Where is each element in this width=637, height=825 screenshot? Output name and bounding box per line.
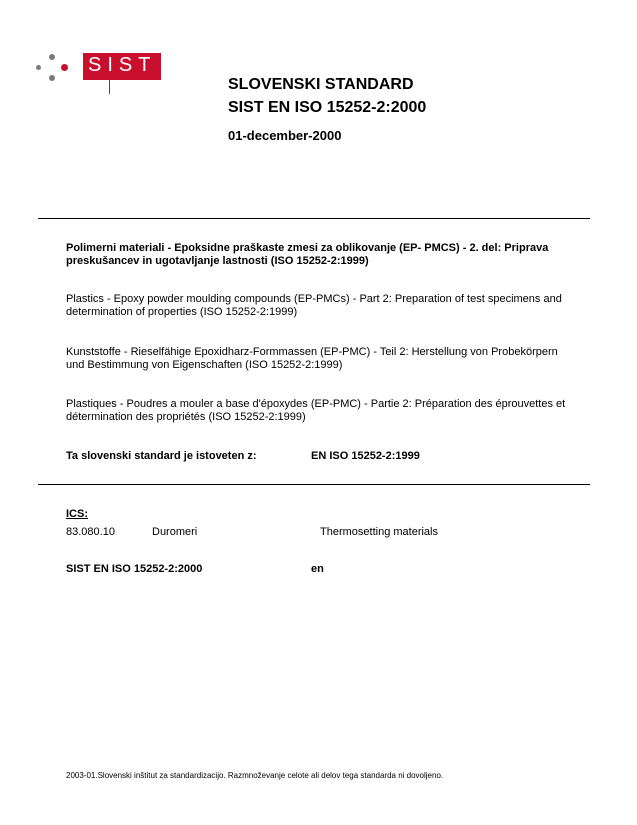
ics-code: 83.080.10	[66, 526, 115, 538]
logo-dot-icon	[49, 75, 55, 81]
divider-bottom	[38, 484, 590, 485]
logo-line	[109, 80, 110, 94]
logo-dot-icon	[61, 64, 68, 71]
logo-text: SIST	[88, 54, 157, 76]
title-german: Kunststoffe - Rieselfähige Epoxidharz-Formmassen (EP-PMC) - Teil 2: Herstellung von Probekörpern und Bestimmung von Eigenschaften (ISO 15252-2:1999)	[66, 346, 558, 371]
ics-term-slovenian: Duromeri	[152, 526, 198, 538]
ics-term-english: Thermosetting materials	[320, 526, 438, 538]
copyright-footer: 2003-01.Slovenski inštitut za standardizacijo. Razmnoževanje celote ali delov tega standarda ni dovoljeno.	[66, 771, 444, 780]
standard-date: 01-december-2000	[228, 128, 342, 143]
ics-label: ICS:	[66, 508, 88, 520]
title-slovenian: Polimerni materiali - Epoksidne praškaste zmesi za oblikovanje (EP- PMCS) - 2. del: Priprava preskušancev in ugotavljanje lastnosti (ISO 15252-2:1999)	[66, 242, 549, 267]
logo-dot-icon	[36, 65, 41, 70]
title-english: Plastics - Epoxy powder moulding compounds (EP-PMCs) - Part 2: Preparation of test specimens and determination of properties (ISO 15252-2:1999)	[66, 293, 562, 318]
designation-code: SIST EN ISO 15252-2:2000	[66, 563, 203, 575]
identical-label: Ta slovenski standard je istoveten z:	[66, 450, 257, 462]
designation-language: en	[311, 563, 324, 575]
logo-dot-icon	[49, 54, 55, 60]
identical-value: EN ISO 15252-2:1999	[311, 450, 420, 462]
standard-code: SIST EN ISO 15252-2:2000	[228, 99, 427, 116]
divider-top	[38, 218, 590, 219]
title-french: Plastiques - Poudres a mouler a base d'époxydes (EP-PMC) - Partie 2: Préparation des éprouvettes et détermination des propriétés (ISO 15252-2:1999)	[66, 398, 566, 423]
standard-type: SLOVENSKI STANDARD	[228, 76, 414, 93]
